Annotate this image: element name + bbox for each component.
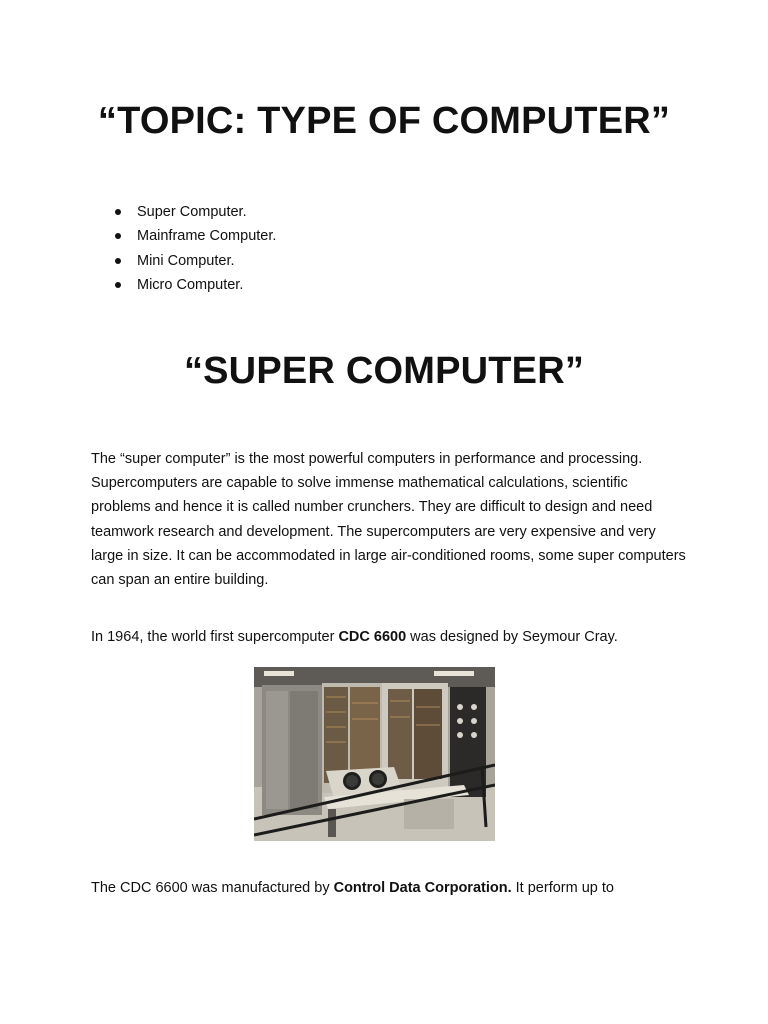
cdc-6600-illustration <box>254 667 495 841</box>
topic-heading: “TOPIC: TYPE OF COMPUTER” <box>97 100 671 142</box>
list-item <box>108 200 276 224</box>
computer-types-list <box>108 200 276 298</box>
list-item <box>108 273 276 297</box>
bullet-icon <box>115 233 121 239</box>
list-item-text: Mini Computer. <box>137 252 235 269</box>
list-item <box>108 224 276 248</box>
cdc-6600-label: CDC 6600 <box>338 629 407 645</box>
history-text: In 1964, the world first supercomputer <box>91 629 339 645</box>
bullet-icon <box>115 258 121 264</box>
list-item-text: Micro Computer. <box>137 277 244 294</box>
intro-paragraph: The “super computer” is the most powerful computers in performance and processing. Supercomputers are capable to solve immense mathematical calculations, scientific problems and hence it is called number crunchers. They are difficult to design and need teamwork research and development. The supercomputers are very expensive and very large in size. It can be accommodated in large air-conditioned rooms, some super computers can span an entire building. <box>91 451 686 589</box>
bullet-icon <box>115 282 121 288</box>
cdc-6600-photo <box>254 667 495 841</box>
manufacturer-text-end: It perform up to <box>511 880 614 896</box>
control-data-label: Control Data Corporation. <box>333 880 512 896</box>
super-computer-heading: “SUPER COMPUTER” <box>183 350 585 392</box>
list-item-text: Mainframe Computer. <box>137 228 277 245</box>
list-item <box>108 249 276 273</box>
history-paragraph <box>91 625 691 649</box>
manufacturer-text: The CDC 6600 was manufactured by <box>91 880 334 896</box>
manufacturer-paragraph <box>91 876 691 900</box>
history-text-end: was designed by Seymour Cray. <box>406 629 618 645</box>
bullet-icon <box>115 209 121 215</box>
list-item-text: Super Computer. <box>137 204 247 220</box>
